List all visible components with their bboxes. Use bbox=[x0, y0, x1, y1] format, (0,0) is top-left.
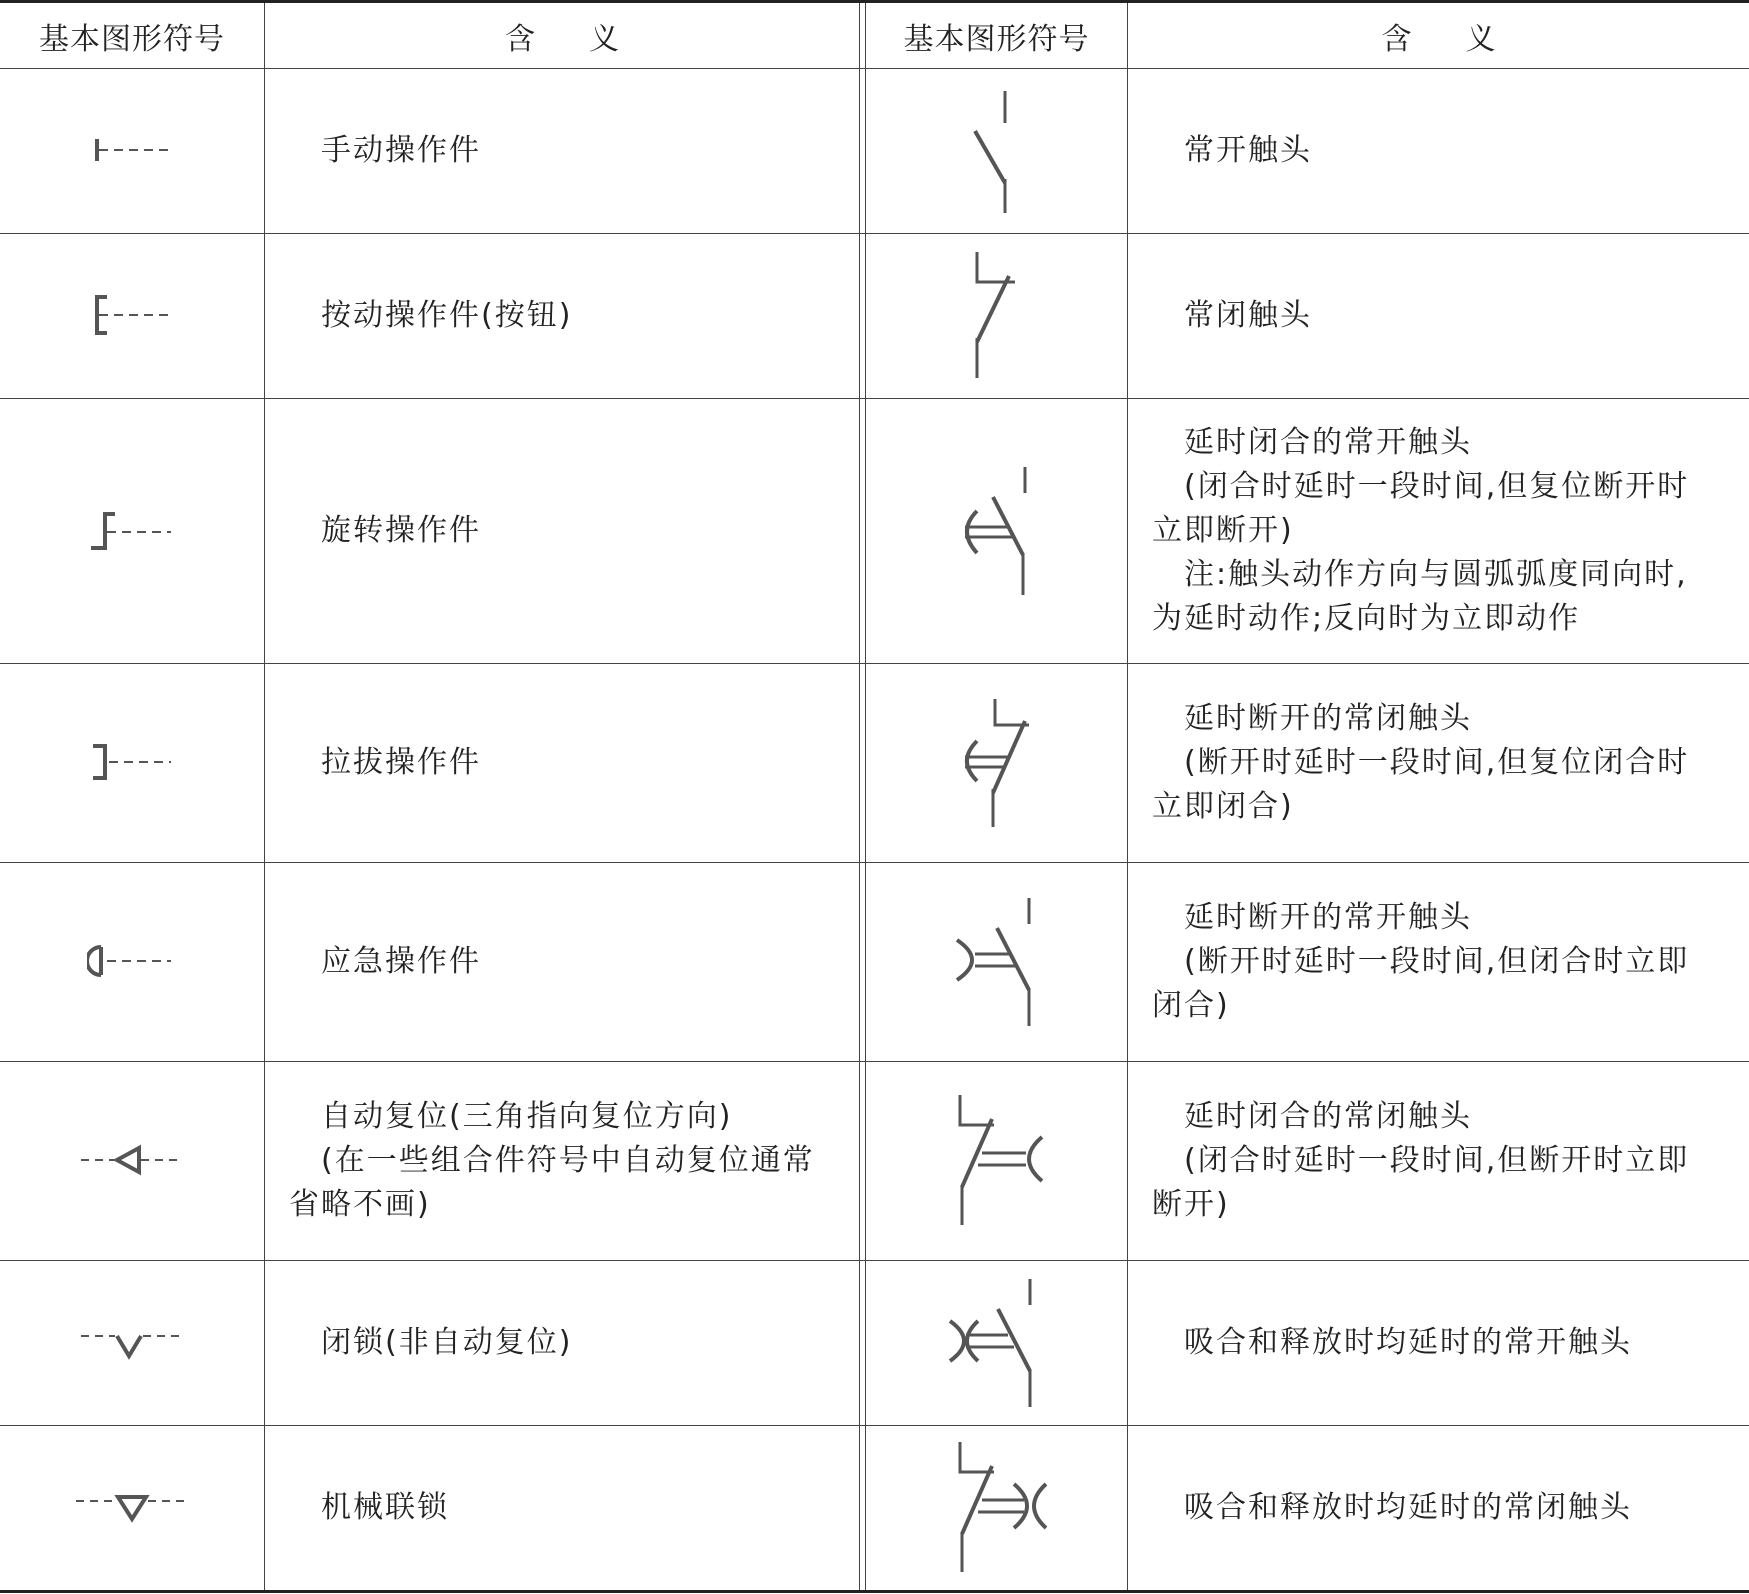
delay-open-nc-contact-icon bbox=[866, 663, 1128, 862]
header-symbol-right: 基本图形符号 bbox=[866, 3, 1128, 68]
table-row bbox=[0, 663, 1749, 863]
auto-reset-icon bbox=[0, 1061, 265, 1260]
manual-operator-icon bbox=[0, 68, 265, 233]
meaning-right: 常开触头 bbox=[1184, 132, 1312, 168]
table-row bbox=[0, 1061, 1749, 1261]
table-row bbox=[0, 398, 1749, 664]
meaning-right: 延时断开的常闭触头 (断开时延时一段时间,但复位闭合时 立即闭合) bbox=[1152, 700, 1690, 824]
header-meaning-left: 含义 bbox=[265, 3, 860, 68]
table-row bbox=[0, 1260, 1749, 1426]
table-row bbox=[0, 1425, 1749, 1590]
meaning-right: 延时断开的常开触头 (断开时延时一段时间,但闭合时立即 闭合) bbox=[1152, 899, 1690, 1023]
normally-open-contact-icon bbox=[866, 68, 1128, 233]
meaning-right: 延时闭合的常闭触头 (闭合时延时一段时间,但断开时立即 断开) bbox=[1152, 1098, 1690, 1222]
meaning-right: 吸合和释放时均延时的常开触头 bbox=[1184, 1324, 1632, 1360]
table-row bbox=[0, 68, 1749, 234]
double-delay-no-contact-icon bbox=[866, 1260, 1128, 1425]
header-meaning-right: 含义 bbox=[1381, 21, 1550, 57]
meaning-left: 闭锁(非自动复位) bbox=[265, 1260, 860, 1425]
meaning-left: 拉拔操作件 bbox=[265, 663, 860, 862]
push-operator-icon bbox=[0, 233, 265, 398]
latch-icon bbox=[0, 1260, 265, 1425]
delay-close-nc-contact-icon bbox=[866, 1061, 1128, 1260]
meaning-left: 手动操作件 bbox=[265, 68, 860, 233]
table-row bbox=[0, 233, 1749, 399]
meaning-left: 按动操作件(按钮) bbox=[265, 233, 860, 398]
double-delay-nc-contact-icon bbox=[866, 1425, 1128, 1590]
delay-open-no-contact-icon bbox=[866, 862, 1128, 1061]
meaning-left: 机械联锁 bbox=[265, 1425, 860, 1590]
table-row bbox=[0, 862, 1749, 1062]
bottom-rule bbox=[0, 1590, 1749, 1593]
delay-close-no-contact-icon bbox=[866, 398, 1128, 663]
pull-operator-icon bbox=[0, 663, 265, 862]
meaning-left: 旋转操作件 bbox=[265, 398, 860, 663]
meaning-right: 吸合和释放时均延时的常闭触头 bbox=[1184, 1489, 1632, 1525]
header-symbol-left: 基本图形符号 bbox=[0, 3, 265, 68]
meaning-right: 延时闭合的常开触头 (闭合时延时一段时间,但复位断开时 立即断开) 注:触头动作方向与圆弧弧度同向时, 为延时动作;反向时为立即动作 bbox=[1152, 424, 1690, 636]
rotary-operator-icon bbox=[0, 398, 265, 663]
meaning-right: 常闭触头 bbox=[1184, 297, 1312, 333]
table-header-row bbox=[0, 3, 1749, 69]
normally-closed-contact-icon bbox=[866, 233, 1128, 398]
mechanical-interlock-icon bbox=[0, 1425, 265, 1590]
meaning-left: 应急操作件 bbox=[265, 862, 860, 1061]
meaning-left: 自动复位(三角指向复位方向) (在一些组合件符号中自动复位通常 省略不画) bbox=[265, 1061, 860, 1260]
emergency-operator-icon bbox=[0, 862, 265, 1061]
